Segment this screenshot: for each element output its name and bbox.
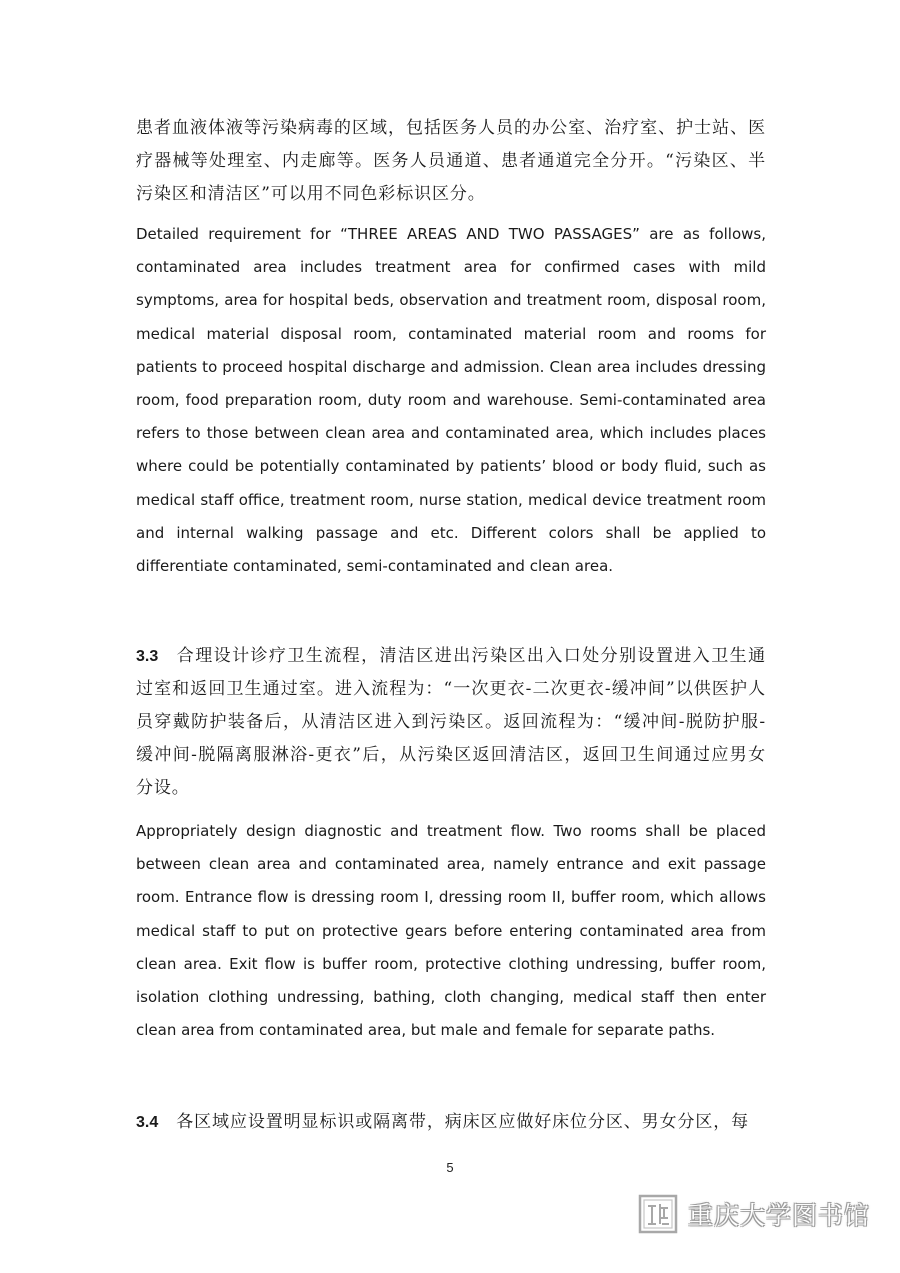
watermark-text: 重庆大学图书馆: [688, 1201, 871, 1230]
section-3-3-en-paragraph: [136, 815, 766, 1047]
zh-paragraph: [136, 640, 766, 805]
section-number: 3.4: [136, 1114, 159, 1131]
zh-paragraph-text: 各区域应设置明显标识或隔离带，病床区应做好床位分区、男女分区，每: [176, 1112, 750, 1132]
library-seal-icon: [638, 1194, 678, 1234]
en-paragraph-text: Detailed requirement for “THREE AREAS AND TWO PASSAGES” are as follows, contaminated area includes treatment area for confirmed cases with mild symptoms, area for hospital beds, observation and treatment room, disposal room, medical material disposal room, contaminated material room and rooms for patients to proceed hospital discharge and admission. Clean area includes dressing room, food preparation room, duty room and warehouse. Semi-contaminated area refers to those between clean area and contaminated area, which includes places where could be potentially contaminated by patients’ blood or body fluid, such as medical staff office, treatment room, nurse station, medical device treatment room and internal walking passage and etc. Different colors shall be applied to differentiate contaminated, semi-contaminated and clean area.: [136, 225, 766, 576]
section-3-2-en-paragraph: [136, 218, 766, 583]
en-paragraph-text: Appropriately design diagnostic and treatment flow. Two rooms shall be placed between clean area and contaminated area, namely entrance and exit passage room. Entrance flow is dressing room I, dressing room II, buffer room, which allows medical staff to put on protective gears before entering contaminated area from clean area. Exit flow is buffer room, protective clothing undressing, buffer room, isolation clothing undressing, bathing, cloth changing, medical staff then enter clean area from contaminated area, but male and female for separate paths.: [136, 822, 766, 1040]
section-number: 3.3: [136, 648, 159, 665]
zh-paragraph-text: 患者血液体液等污染病毒的区域，包括医务人员的办公室、治疗室、护士站、医疗器械等处理室、内走廊等。医务人员通道、患者通道完全分开。“污染区、半污染区和清洁区”可以用不同色彩标识区分。: [136, 118, 766, 204]
zh-paragraph-text: 合理设计诊疗卫生流程，清洁区进出污染区出入口处分别设置进入卫生通过室和返回卫生通过室。进入流程为：“一次更衣-二次更衣-缓冲间”以供医护人员穿戴防护装备后，从清洁区进入到污染区。返回流程为：“缓冲间-脱防护服-缓冲间-脱隔离服淋浴-更衣”后，从污染区返回清洁区，返回卫生间通过应男女分设。: [136, 646, 766, 798]
section-3-2-zh-paragraph: [136, 112, 766, 211]
page-number: 5: [446, 1160, 454, 1175]
zh-paragraph: [136, 1106, 766, 1139]
section-3-4-zh-paragraph: [136, 1106, 766, 1139]
library-watermark: [638, 1192, 870, 1236]
section-3-3-zh-paragraph: [136, 640, 766, 805]
